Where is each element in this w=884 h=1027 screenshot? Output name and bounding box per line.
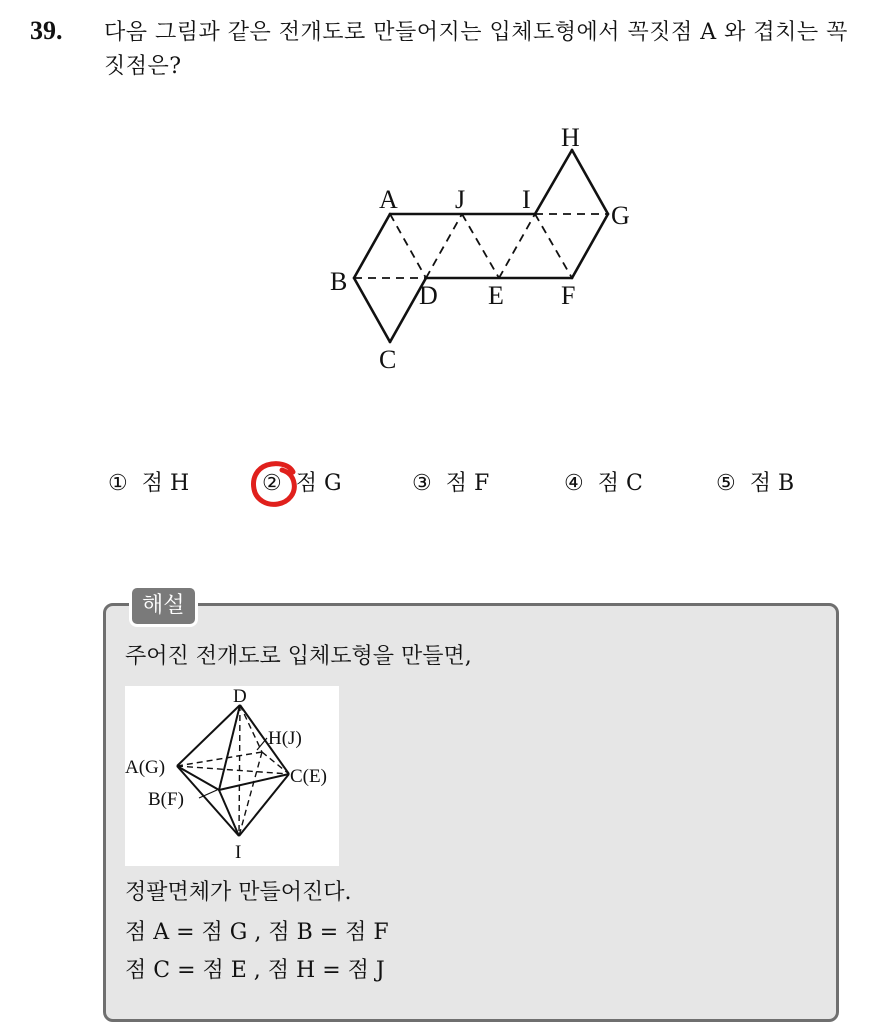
choice-2-number: ② [262, 471, 282, 496]
net-label-j: J [455, 185, 466, 214]
octa-label-d: D [233, 686, 247, 707]
net-label-g: G [611, 201, 630, 230]
net-diagram [320, 120, 640, 380]
choice-4-text: 점 C [597, 471, 643, 496]
octa-label-hj: H(J) [268, 728, 302, 749]
choice-4[interactable] [564, 468, 643, 500]
choice-5-number: ⑤ [716, 471, 736, 496]
net-label-d: D [419, 281, 438, 310]
octa-label-i: I [235, 842, 242, 863]
octa-label-ag: A(G) [125, 757, 166, 778]
net-label-f: F [561, 281, 576, 310]
net-label-e: E [488, 281, 504, 310]
octa-label-bf: B(F) [148, 789, 184, 810]
choice-4-number: ④ [564, 471, 584, 496]
choice-3[interactable] [412, 468, 489, 500]
net-label-c: C [379, 345, 397, 374]
octahedron-diagram [125, 686, 339, 866]
choice-3-text: 점 F [445, 471, 490, 496]
choice-1-text: 점 H [141, 471, 190, 496]
question-text: 다음 그림과 같은 전개도로 만들어지는 입체도형에서 꼭짓점 A 와 겹치는 꼭짓점은? [104, 20, 848, 79]
choice-3-number: ③ [412, 471, 432, 496]
net-label-b: B [330, 267, 348, 296]
choice-5[interactable] [716, 468, 794, 500]
question-number: 39. [30, 16, 63, 45]
net-label-a: A [379, 185, 398, 214]
answer-circle-mark [249, 459, 301, 509]
net-label-h: H [561, 123, 580, 152]
octahedron-figure [125, 686, 339, 866]
solution-line-4: 점 C = 점 E , 점 H = 점 J [125, 958, 385, 983]
solution-tag: 해설 [129, 585, 198, 627]
solution-line-2: 정팔면체가 만들어진다. [125, 880, 352, 905]
net-label-i: I [522, 185, 531, 214]
octa-label-ce: C(E) [290, 766, 327, 787]
solution-line-1: 주어진 전개도로 입체도형을 만들면, [125, 644, 472, 669]
choice-2-text: 점 G [295, 471, 342, 496]
choice-1-number: ① [108, 471, 128, 496]
solution-line-3: 점 A = 점 G , 점 B = 점 F [125, 920, 389, 945]
choice-1[interactable] [108, 468, 189, 500]
choice-5-text: 점 B [749, 471, 795, 496]
